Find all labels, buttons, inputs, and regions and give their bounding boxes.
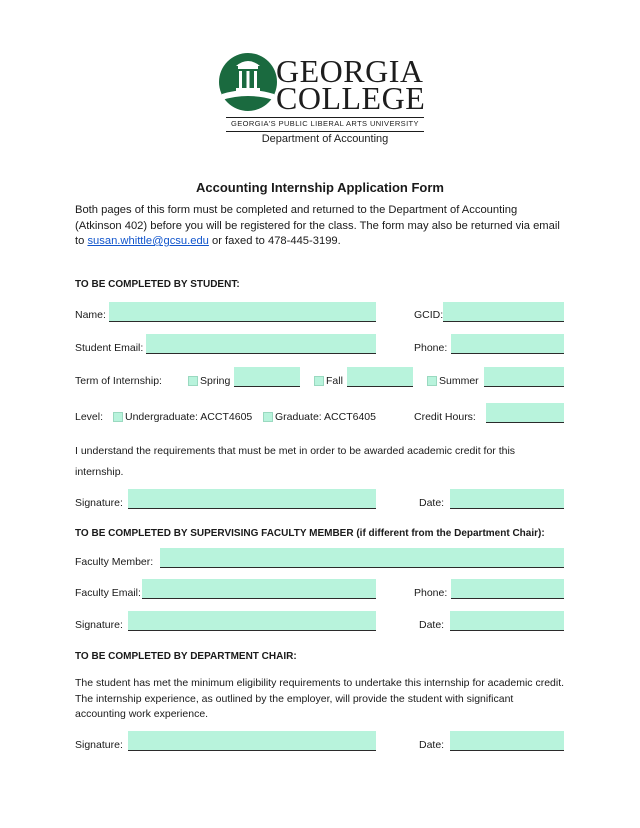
gcid-label: GCID: — [414, 309, 444, 321]
faculty-phone-field[interactable] — [451, 579, 564, 599]
chair-date-field[interactable] — [450, 731, 564, 751]
faculty-date-label: Date: — [419, 619, 445, 631]
phone-field[interactable] — [451, 334, 564, 354]
summer-label: Summer — [439, 375, 479, 387]
term-label: Term of Internship: — [75, 375, 162, 387]
spring-checkbox[interactable] — [188, 376, 198, 386]
gcid-field[interactable] — [443, 302, 564, 322]
fall-label: Fall — [326, 375, 343, 387]
student-email-label: Student Email: — [75, 342, 144, 354]
student-date-label: Date: — [419, 497, 445, 509]
instructions-text: Both pages of this form must be completed and returned to the Department of Accounting (Atkinson 402) before you will be registered for the class. The form may also be returned via email to — [75, 204, 560, 247]
faculty-phone-label: Phone: — [414, 587, 448, 599]
level-label: Level: — [75, 411, 104, 423]
student-date-field[interactable] — [450, 489, 564, 509]
college-emblem-icon — [218, 52, 278, 112]
form-instructions — [75, 203, 565, 250]
logo-divider — [226, 131, 424, 132]
name-field[interactable] — [109, 302, 376, 322]
georgia-college-logo — [218, 52, 428, 148]
student-section-heading: TO BE COMPLETED BY STUDENT: — [75, 279, 240, 290]
undergraduate-checkbox[interactable] — [113, 412, 123, 422]
email-link[interactable]: susan.whittle@gcsu.edu — [87, 235, 209, 247]
student-signature-label: Signature: — [75, 497, 123, 509]
summer-year-field[interactable] — [484, 367, 564, 387]
fall-checkbox[interactable] — [314, 376, 324, 386]
summer-checkbox[interactable] — [427, 376, 437, 386]
logo-word-georgia: GEORGIA — [276, 53, 424, 89]
logo-divider — [226, 117, 424, 118]
chair-signature-label: Signature: — [75, 739, 123, 751]
credit-hours-field[interactable] — [486, 403, 564, 423]
faculty-member-field[interactable] — [160, 548, 564, 568]
chair-section-heading: TO BE COMPLETED BY DEPARTMENT CHAIR: — [75, 651, 297, 662]
student-signature-field[interactable] — [128, 489, 376, 509]
graduate-label: Graduate: ACCT6405 — [275, 411, 376, 423]
spring-label: Spring — [200, 375, 231, 387]
undergraduate-label: Undergraduate: ACCT4605 — [125, 411, 253, 423]
faculty-section-heading: TO BE COMPLETED BY SUPERVISING FACULTY MEMBER (if different from the Department Chair): — [75, 528, 545, 539]
student-acknowledgement: I understand the requirements that must be met in order to be awarded academic credit for this internship. — [75, 445, 516, 478]
faculty-date-field[interactable] — [450, 611, 564, 631]
chair-statement: The student has met the minimum eligibility requirements to undertake this internship for academic credit. The internship experience, as outlined by the employer, will provide the student with significant accounting work experience. — [75, 677, 565, 720]
faculty-member-label: Faculty Member: — [75, 556, 154, 568]
logo-tagline: GEORGIA'S PUBLIC LIBERAL ARTS UNIVERSITY — [231, 119, 419, 128]
faculty-email-label: Faculty Email: — [75, 587, 141, 599]
graduate-checkbox[interactable] — [263, 412, 273, 422]
faculty-signature-label: Signature: — [75, 619, 123, 631]
chair-date-label: Date: — [419, 739, 445, 751]
faculty-signature-field[interactable] — [128, 611, 376, 631]
phone-label: Phone: — [414, 342, 448, 354]
form-title: Accounting Internship Application Form — [196, 180, 444, 195]
credit-hours-label: Credit Hours: — [414, 411, 476, 423]
department-name: Department of Accounting — [261, 133, 389, 145]
faculty-email-field[interactable] — [142, 579, 376, 599]
logo-word-college: COLLEGE — [276, 80, 426, 116]
fall-year-field[interactable] — [347, 367, 413, 387]
student-email-field[interactable] — [146, 334, 376, 354]
name-label: Name: — [75, 309, 106, 321]
spring-year-field[interactable] — [234, 367, 300, 387]
instructions-text-end: or faxed to 478-445-3199. — [208, 235, 341, 247]
chair-signature-field[interactable] — [128, 731, 376, 751]
